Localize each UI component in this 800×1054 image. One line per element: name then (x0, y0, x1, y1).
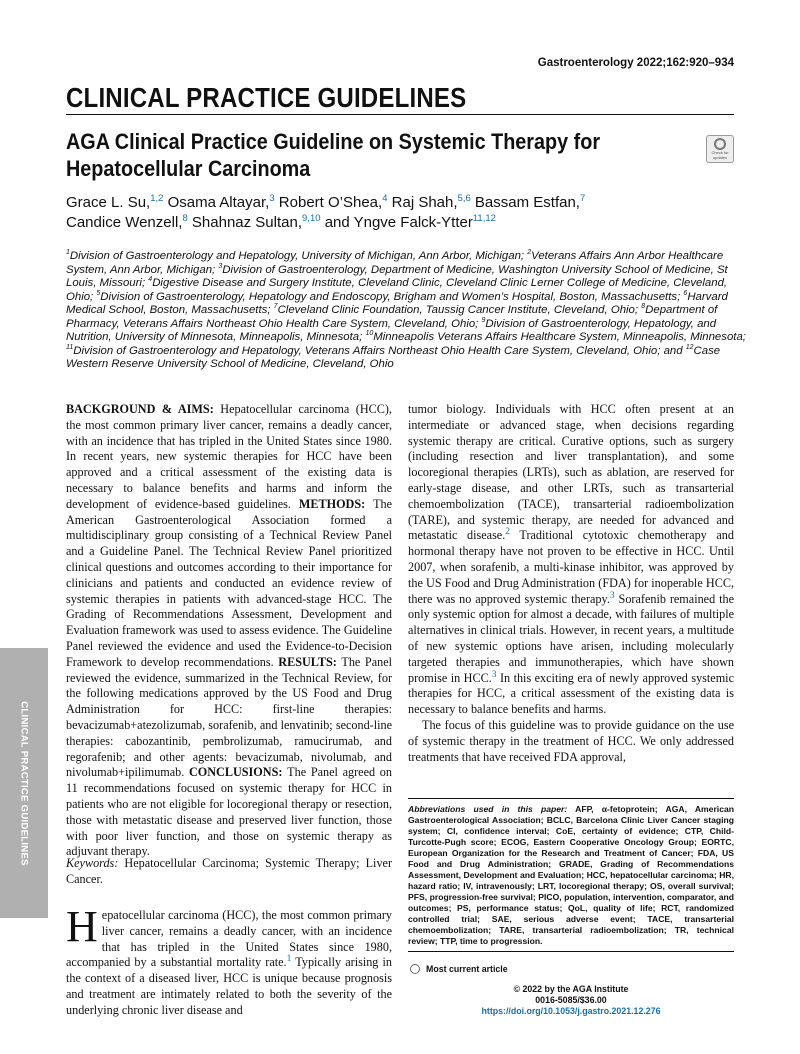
intro-text-rest: Typically arising in the context of a diseased liver, HCC is unique because prognosis and treatment are intimately related to both the severity of the underlying chronic liver disease and (66, 955, 392, 1017)
paragraph (408, 402, 734, 718)
abstract-text: Hepatocellular carcinoma (HCC), the most common primary liver cancer, remains a deadly cancer, with an incidence that has tripled in the United States since 1980. In recent years, new systemic therapies for HCC have been approved and a critical assessment of the existing data is necessary to balance benefits and harms and inform the development of evidence-based guidelines. (66, 402, 392, 511)
affiliation-number: 5 (96, 289, 101, 297)
copyright-block (408, 984, 734, 1017)
abstract-text: The Panel reviewed the evidence, summarized in the Technical Review, for the following medications approved by the US Food and Drug Administration for HCC: first-line therapies: bevacizumab+atezolizumab, sorafenib, and lenvatinib; second-line therapies: cabozantinib, pembrolizumab, ramucirumab, and regorafenib; and other agents: bevacizumab, nivolumab, and nivolumab+ipilimumab. (66, 654, 392, 780)
affiliation-number: 2 (527, 249, 532, 257)
paragraph-text: tumor biology. Individuals with HCC often present at an intermediate or advanced stage, when decisions regarding systemic therapy are critical. Curative options, such as surgery (including resection and liver transplantation), and some locoregional therapies (LRTs), such as ablation, are reserved for early-stage disease, and other LRTs, such as transarterial chemoembolization (TACE), transarterial radioembolization (TARE), and systemic therapy, are needed for advanced and metastatic disease. (408, 402, 734, 543)
paragraph-text: Traditional cytotoxic chemotherapy and hormonal therapy have not proven to be effective in HCC. Until 2007, when sorafenib, a multi-kinase inhibitor, was approved by the US Food and Drug Administration (FDA) for inoperable HCC, there was no approved systemic therapy. (408, 528, 734, 606)
article-title: AGA Clinical Practice Guideline on Systemic Therapy for Hepatocellular Carcinoma (66, 129, 601, 181)
affiliation-text: Veterans Affairs Ann Arbor Healthcare System, Ann Arbor, Michigan; (66, 250, 724, 276)
author-name: Candice Wenzell, (66, 214, 183, 231)
abstract-heading: CONCLUSIONS: (188, 765, 288, 780)
introduction-paragraph (66, 902, 392, 1019)
affiliation-text: Department of Pharmacy, Veterans Affairs Northeast Ohio Health Care System, Cleveland, Ohio; (66, 304, 718, 330)
intro-text: epatocellular carcinoma (HCC), the most common primary liver cancer, remains a deadly cancer, with an incidence that has tripled in the United States since 1980, accompanied by a substantial mortality rate. (66, 908, 392, 970)
author-affiliation-ref[interactable]: 5,6 (457, 193, 471, 204)
affiliation-number: 4 (148, 276, 153, 284)
affiliation-text: Digestive Disease and Surgery Institute, Cleveland Clinic, Cleveland Clinic Lerner College of Medicine, Cleveland, Ohio; (66, 277, 728, 303)
right-column-text (408, 402, 734, 765)
abstract (66, 402, 392, 860)
header-rule (66, 114, 734, 115)
affiliation-number: 10 (365, 330, 374, 338)
abstract-heading: METHODS: (298, 496, 374, 511)
journal-citation: Gastroenterology 2022;162:920–934 (537, 57, 734, 69)
author-name: Bassam Estfan, (474, 194, 580, 211)
author-affiliation-ref[interactable]: 3 (269, 193, 275, 204)
affiliations (66, 250, 746, 372)
author-affiliation-ref[interactable]: 11,12 (472, 213, 496, 224)
author-name: Osama Altayar, (167, 194, 270, 211)
author-name: Grace L. Su, (66, 194, 151, 211)
affiliation-text: Harvard Medical School, Boston, Massachusetts; (66, 290, 728, 316)
abbreviations-label: Abbreviations used in this paper: (408, 804, 568, 814)
abbreviations-box (408, 798, 734, 952)
affiliation-text: Division of Gastroenterology, Hepatology, and Nutrition, University of Minnesota, Minneapolis, Minnesota; (66, 317, 717, 343)
author-name: Robert O’Shea, (278, 194, 383, 211)
affiliation-number: 6 (683, 289, 688, 297)
author-affiliation-ref[interactable]: 8 (182, 213, 188, 224)
check-for-updates-badge[interactable] (706, 135, 734, 163)
reference-link[interactable]: 1 (286, 954, 292, 965)
side-tab-label: CLINICAL PRACTICE GUIDELINES (18, 700, 30, 866)
most-current-label: Most current article (426, 964, 508, 974)
author-affiliation-ref[interactable]: 4 (382, 193, 388, 204)
affiliation-number: 11 (66, 343, 74, 351)
reference-link[interactable]: 3 (609, 590, 615, 601)
keywords-label: Keywords: (66, 856, 119, 870)
affiliation-number: 7 (273, 303, 278, 311)
paragraph: The focus of this guideline was to provide guidance on the use of systemic therapy in the treatment of HCC. We only addressed treatments that have received FDA approval, (408, 717, 734, 764)
affiliation-number: 9 (481, 316, 486, 324)
affiliation-text: Division of Gastroenterology, Department of Medicine, Washington University School of Medicine, St Louis, Missouri; (66, 263, 728, 289)
paragraph-text: In this exciting era of newly approved systemic therapies for HCC, a critical assessment of the existing data is necessary to balance benefits and harms. (408, 670, 734, 717)
crossmark-icon (714, 138, 726, 150)
reference-link[interactable]: 3 (491, 669, 497, 680)
author-affiliation-ref[interactable]: 7 (579, 193, 586, 204)
affiliation-number: 3 (218, 262, 223, 270)
keywords (66, 856, 392, 888)
side-section-tab (0, 648, 48, 918)
author-list (66, 193, 746, 233)
affiliation-text: Case Western Reserve University School of Medicine, Cleveland, Ohio (66, 344, 721, 370)
drop-cap: H (66, 902, 98, 951)
reference-link[interactable]: 2 (505, 527, 511, 538)
abstract-text: The American Gastroenterological Association formed a multidisciplinary group consisting of a Technical Review Panel and a Guideline Panel. The Technical Review Panel prioritized clinical questions and outcomes according to their importance for clinicians and patients and conducted an evidence review of systemic therapies in patients with advanced-stage HCC. The Grading of Recommendations Assessment, Development and Evaluation framework was used to assess evidence. The Guideline Panel reviewed the evidence and used the Evidence-to-Decision Framework to develop recommendations. (66, 496, 393, 669)
abstract-heading: BACKGROUND & AIMS: (66, 402, 221, 416)
section-heading: CLINICAL PRACTICE GUIDELINES (66, 82, 467, 113)
author-name: Raj Shah, (391, 194, 458, 211)
paragraph-text: Sorafenib remained the only systemic option for almost a decade, with failures of multiple alternatives in clinical trials. However, in recent years, a multitude of new systemic options have arisen, including molecularly targeted therapies and immunotherapies, which have shown promise in HCC. (408, 591, 734, 685)
affiliation-number: 12 (685, 343, 694, 351)
copyright-text: © 2022 by the AGA Institute (513, 984, 629, 994)
affiliation-number: 8 (641, 303, 646, 311)
abstract-text: The Panel agreed on 11 recommendations focused on systemic therapy for HCC in patients who are not eligible for locoregional therapy or resection, those with metastatic disease and preserved liver function, those with poor liver function, and those on systemic therapy as adjuvant therapy. (66, 765, 392, 859)
abbreviations-text: AFP, α-fetoprotein; AGA, American Gastroenterological Association; BCLC, Barcelona Clinic Liver Cancer staging system; CI, confidence interval; CoE, certainty of evidence; CTP, Child-Turcotte-Pugh score; ECOG, Eastern Cooperative Oncology Group; EORTC, European Organization for the Research and Treatment of Cancer; FDA, US Food and Drug Administration; GRADE, Grading of Recommendations Assessment, Development and Evaluation; HCC, hepatocellular carcinoma; HR, hazard ratio; IV, intravenously; LRT, locoregional therapy; OS, overall survival; PFS, progression-free survival; PICO, population, intervention, comparator, and outcomes; PS, performance status; QoL, quality of life; RCT, randomized controlled trial; SAE, serious adverse event; TACE, transarterial chemoembolization; TARE, transarterial radioembolization; TR, technical review; TTP, time to progression. (408, 804, 734, 946)
issn-text: 0016-5085/$36.00 (535, 995, 607, 1005)
affiliation-text: Cleveland Clinic Foundation, Taussig Cancer Institute, Cleveland, Ohio; (277, 304, 642, 316)
affiliation-text: Division of Gastroenterology and Hepatology, University of Michigan, Ann Arbor, Michigan; (69, 250, 528, 262)
affiliation-text: Minneapolis Veterans Affairs Healthcare System, Minneapolis, Minnesota; (373, 331, 746, 343)
most-current-article[interactable] (410, 964, 508, 974)
affiliation-text: Division of Gastroenterology, Hepatology and Endoscopy, Brigham and Women’s Hospital, Boston, Massachusetts; (100, 290, 684, 303)
author-affiliation-ref[interactable]: 9,10 (302, 213, 321, 224)
author-name: Shahnaz Sultan, (191, 214, 303, 231)
abstract-heading: RESULTS: (278, 654, 342, 669)
author-affiliation-ref[interactable]: 1,2 (150, 193, 164, 204)
affiliation-text: Division of Gastroenterology and Hepatology, Veterans Affairs Northeast Ohio Health Care System, Cleveland, Ohio; and (73, 344, 686, 357)
keywords-text: Hepatocellular Carcinoma; Systemic Therapy; Liver Cancer. (66, 856, 393, 886)
author-name: and Yngve Falck-Ytter (324, 214, 473, 231)
current-article-icon (410, 964, 420, 974)
crossmark-label: Check for updates (711, 150, 729, 160)
doi-link[interactable]: https://doi.org/10.1053/j.gastro.2021.12.276 (481, 1006, 661, 1016)
affiliation-number: 1 (66, 249, 70, 257)
